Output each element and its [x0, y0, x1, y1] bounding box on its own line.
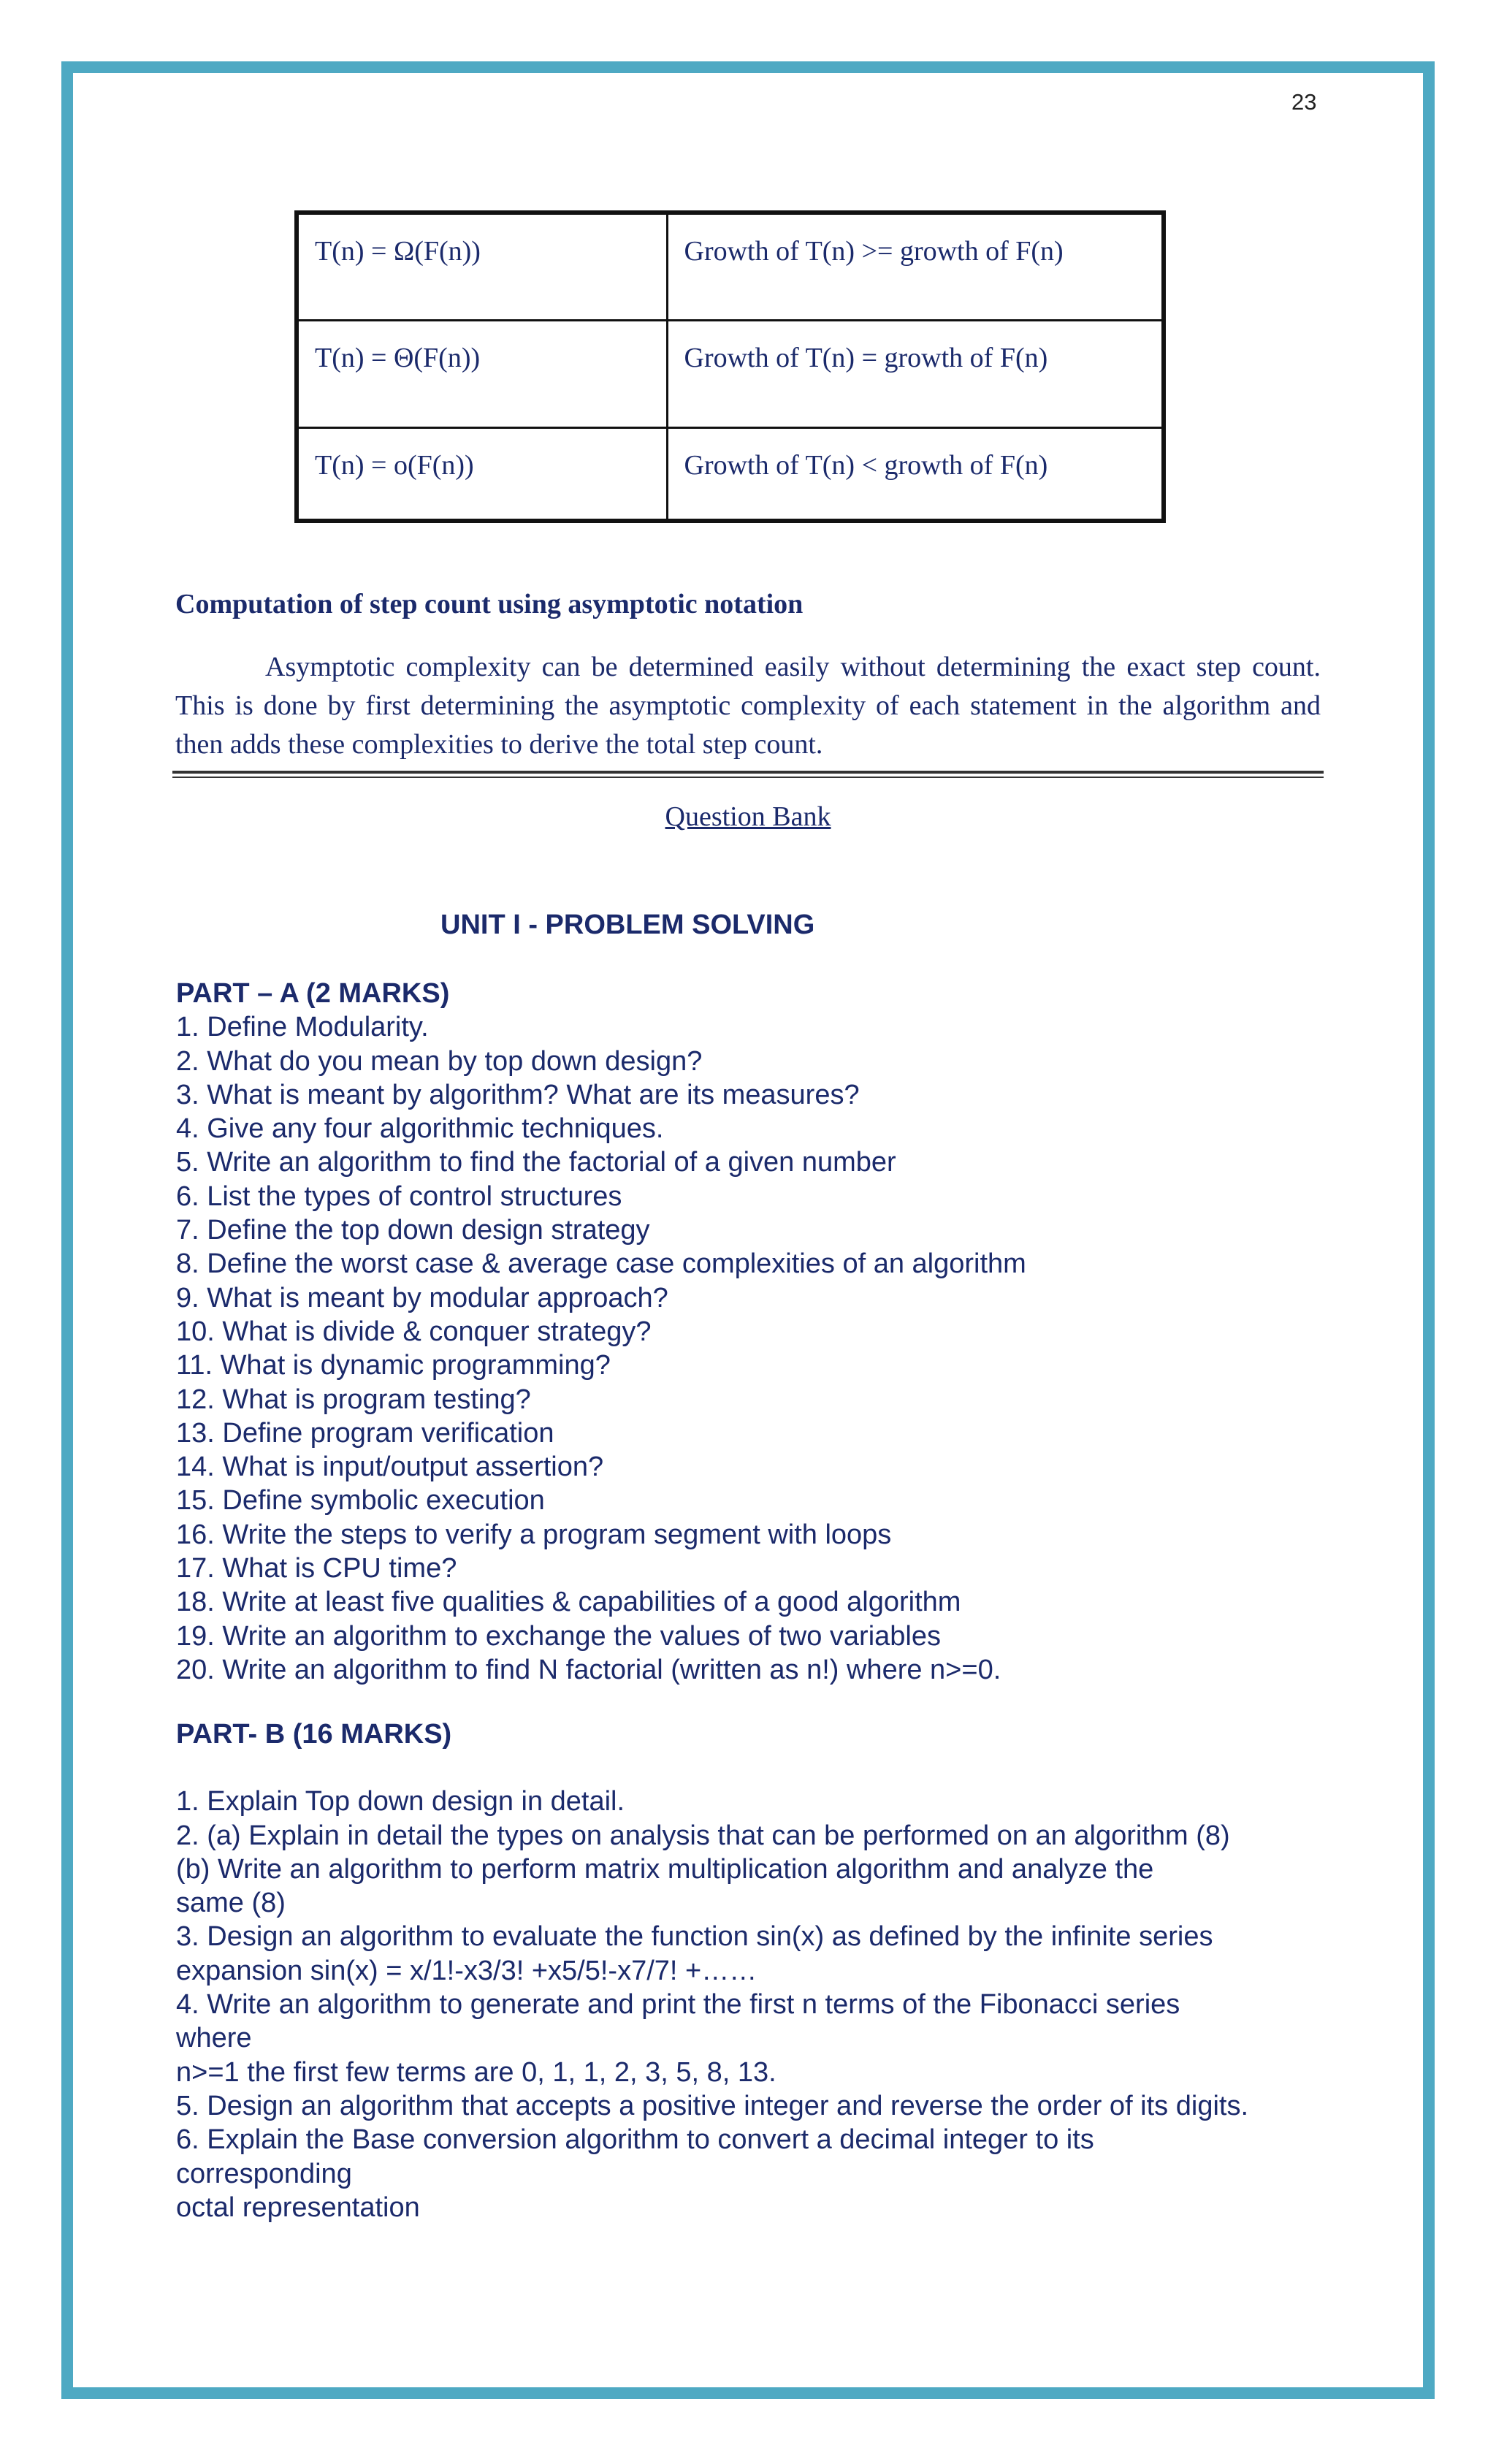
table-cell-notation: T(n) = Θ(F(n)) [297, 320, 667, 427]
double-rule-thick [172, 771, 1324, 774]
list-line: 1. Explain Top down design in detail. [176, 1786, 625, 1818]
list-item: 7. Define the top down design strategy [176, 1215, 650, 1246]
list-item: 18. Write at least five qualities & capabilities of a good algorithm [176, 1587, 961, 1618]
part-b-heading: PART- B (16 MARKS) [176, 1719, 452, 1750]
list-item: 16. Write the steps to verify a program segment with loops [176, 1519, 892, 1550]
part-a-heading: PART – A (2 MARKS) [176, 978, 450, 1009]
list-line: (b) Write an algorithm to perform matrix multiplication algorithm and analyze the [176, 1853, 1154, 1885]
list-item: 3. What is meant by algorithm? What are its measures? [176, 1079, 860, 1110]
list-line: corresponding [176, 2158, 352, 2189]
list-line: same (8) [176, 1888, 286, 1919]
list-line: 2. (a) Explain in detail the types on analysis that can be performed on an algorithm (8) [176, 1820, 1230, 1851]
table-cell-notation: T(n) = o(F(n)) [297, 427, 667, 521]
table-cell-meaning: Growth of T(n) >= growth of F(n) [667, 213, 1164, 320]
page-number: 23 [1291, 89, 1317, 115]
question-bank-title: Question Bank [665, 801, 831, 832]
list-line: n>=1 the first few terms are 0, 1, 1, 2, 3, 5, 8, 13. [176, 2056, 776, 2088]
unit-title: UNIT I - PROBLEM SOLVING [440, 909, 815, 940]
list-item: 8. Define the worst case & average case complexities of an algorithm [176, 1248, 1026, 1280]
list-item: 11. What is dynamic programming? [176, 1350, 611, 1381]
list-line: where [176, 2023, 252, 2054]
list-line: octal representation [176, 2192, 420, 2223]
list-item: 15. Define symbolic execution [176, 1485, 545, 1517]
list-item: 20. Write an algorithm to find N factorial (written as n!) where n>=0. [176, 1654, 1001, 1685]
list-item: 19. Write an algorithm to exchange the values of two variables [176, 1620, 941, 1652]
list-item: 13. Define program verification [176, 1417, 554, 1449]
table-row [297, 427, 1164, 521]
list-item: 1. Define Modularity. [176, 1012, 429, 1043]
table-row [297, 320, 1164, 427]
list-item: 4. Give any four algorithmic techniques. [176, 1113, 664, 1145]
list-item: 6. List the types of control structures [176, 1180, 622, 1212]
list-item: 14. What is input/output assertion? [176, 1452, 604, 1483]
section-heading: Computation of step count using asymptotic notation [175, 589, 804, 619]
list-item: 9. What is meant by modular approach? [176, 1282, 668, 1313]
list-line: 5. Design an algorithm that accepts a positive integer and reverse the order of its digits. [176, 2090, 1249, 2121]
asymptotic-notation-table [294, 210, 1166, 523]
section-paragraph: Asymptotic complexity can be determined easily without determining the exact step count. This is done by first determining the asymptotic complexity of each statement in the algorithm and then adds these complexities to derive the total step count. [175, 652, 1321, 760]
list-line: 4. Write an algorithm to generate and print the first n terms of the Fibonacci series [176, 1989, 1180, 2021]
double-rule-thin [172, 777, 1324, 778]
part-b-section [176, 1717, 1345, 2224]
table-row [297, 213, 1164, 320]
table-cell-meaning: Growth of T(n) < growth of F(n) [667, 427, 1164, 521]
list-item: 2. What do you mean by top down design? [176, 1045, 703, 1077]
spacer [176, 1751, 1345, 1785]
list-item: 17. What is CPU time? [176, 1553, 457, 1584]
list-line: 3. Design an algorithm to evaluate the function sin(x) as defined by the infinite series [176, 1921, 1213, 1953]
part-a-section [176, 977, 1345, 1687]
list-line: expansion sin(x) = x/1!-x3/3! +x5/5!-x7/7! +…… [176, 1955, 757, 1986]
table-cell-notation: T(n) = Ω(F(n)) [297, 213, 667, 320]
list-line: 6. Explain the Base conversion algorithm to convert a decimal integer to its [176, 2124, 1094, 2156]
list-item: 12. What is program testing? [176, 1384, 531, 1415]
list-item: 10. What is divide & conquer strategy? [176, 1316, 652, 1347]
table-cell-meaning: Growth of T(n) = growth of F(n) [667, 320, 1164, 427]
list-item: 5. Write an algorithm to find the factorial of a given number [176, 1147, 896, 1178]
